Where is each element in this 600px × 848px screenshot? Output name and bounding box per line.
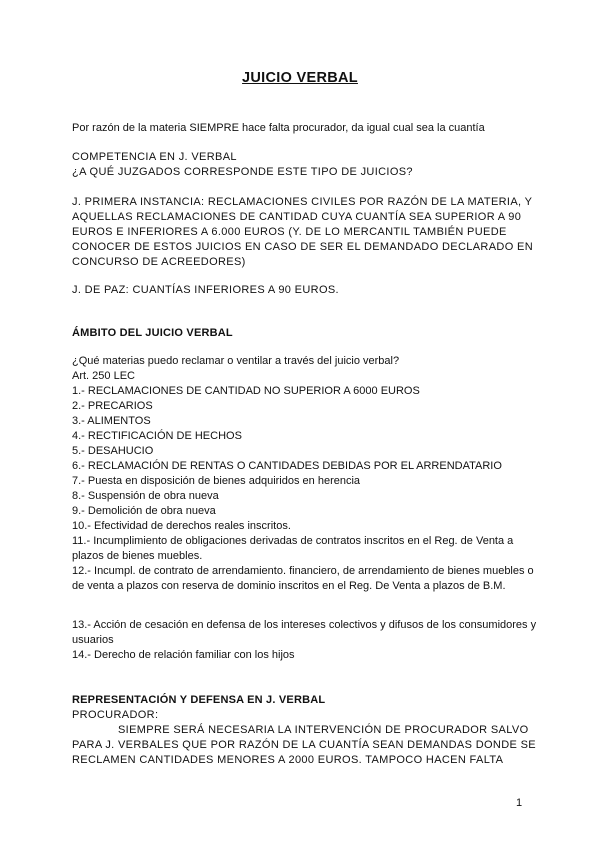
list-item: 2.- PRECARIOS [72,400,153,412]
list-item: 7.- Puesta en disposición de bienes adquiridos en herencia [72,475,361,487]
primera-instancia-paragraph [72,195,542,270]
list-item: 3.- ALIMENTOS [72,415,151,427]
intro-paragraph: Por razón de la materia SIEMPRE hace falta procurador, da igual cual sea la cuantía [72,122,485,134]
page-number: 1 [516,797,523,809]
ambito-question: ¿Qué materias puedo reclamar o ventilar a través del juicio verbal? [72,355,400,367]
paz-paragraph: J. DE PAZ: CUANTÍAS INFERIORES A 90 EUROS. [72,284,339,296]
primera-instancia-line: J. PRIMERA INSTANCIA: RECLAMACIONES CIVILES POR RAZÓN DE LA MATERIA, Y [72,196,533,208]
primera-instancia-line: AQUELLAS RECLAMACIONES DE CANTIDAD CUYA CUANTÍA SEA SUPERIOR A 90 [72,211,522,223]
list-item: 14.- Derecho de relación familiar con los hijos [72,649,295,661]
representacion-line: PARA J. VERBALES QUE POR RAZÓN DE LA CUANTÍA SEAN DEMANDAS DONDE SE [72,739,536,751]
list-item: 13.- Acción de cesación en defensa de los intereses colectivos y difusos de los consumidores y usuarios [72,619,537,646]
list-item: 1.- RECLAMACIONES DE CANTIDAD NO SUPERIOR A 6000 EUROS [72,385,420,397]
list-item: 6.- RECLAMACIÓN DE RENTAS O CANTIDADES DEBIDAS POR EL ARRENDATARIO [72,460,502,472]
ambito-article: Art. 250 LEC [72,370,135,382]
list-item: 8.- Suspensión de obra nueva [72,490,219,502]
representacion-line: SIEMPRE SERÁ NECESARIA LA INTERVENCIÓN DE PROCURADOR SALVO [118,724,529,736]
list-item: 12.- Incumpl. de contrato de arrendamiento. financiero, de arrendamiento de bienes muebles o de venta a plazos con reserva de dominio inscritos en el Reg. De Venta a plazos de B.M. [72,565,534,592]
primera-instancia-line: CONOCER DE ESTOS JUICIOS EN CASO DE SER EL DEMANDADO DECLARADO EN [72,241,533,253]
ambito-list [72,354,542,594]
representacion-heading: REPRESENTACIÓN Y DEFENSA EN J. VERBAL [72,694,326,706]
ambito-list-continued [72,618,542,663]
list-item: 9.- Demolición de obra nueva [72,505,216,517]
primera-instancia-line: EUROS E INFERIORES A 6.000 EUROS (Y. DE LO MERCANTIL TAMBIÉN PUEDE [72,226,507,238]
procurador-subheading: PROCURADOR: [72,709,159,721]
list-item: 10.- Efectividad de derechos reales inscritos. [72,520,291,532]
competencia-section [72,150,542,180]
list-item: 5.- DESAHUCIO [72,445,154,457]
representacion-line: RECLAMEN CANTIDADES MENORES A 2000 EUROS. TAMPOCO HACEN FALTA [72,754,504,766]
list-item: 11.- Incumplimiento de obligaciones derivadas de contratos inscritos en el Reg. de Venta a plazos de bienes muebles. [72,535,514,562]
competencia-heading: COMPETENCIA EN J. VERBAL [72,151,237,163]
document-title: JUICIO VERBAL [242,70,358,86]
list-item: 4.- RECTIFICACIÓN DE HECHOS [72,430,242,442]
ambito-heading: ÁMBITO DEL JUICIO VERBAL [72,327,233,339]
primera-instancia-line: CONCURSO DE ACREEDORES) [72,256,246,268]
competencia-question: ¿A QUÉ JUZGADOS CORRESPONDE ESTE TIPO DE JUICIOS? [72,166,413,178]
representacion-section [72,693,542,768]
